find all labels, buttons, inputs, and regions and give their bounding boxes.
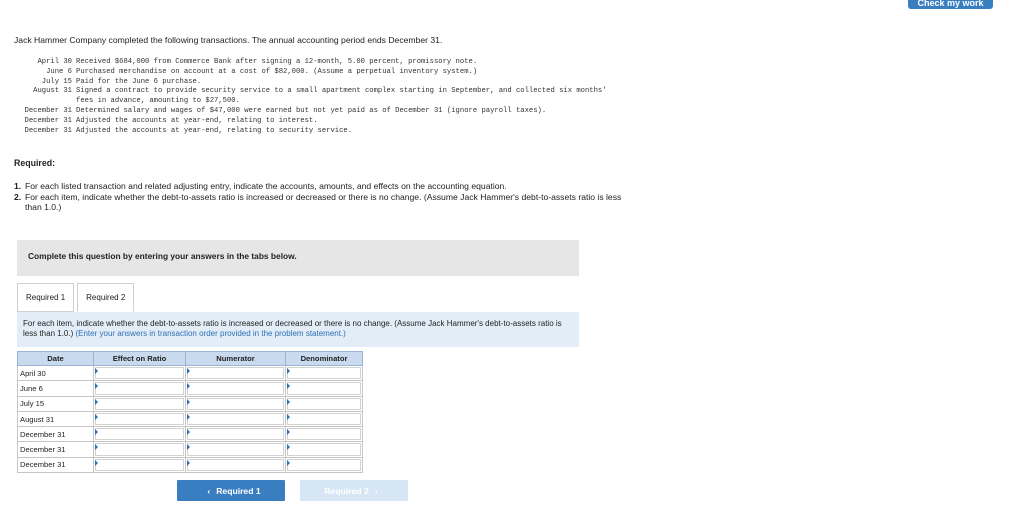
table-row bbox=[18, 442, 363, 457]
dropdown-marker-icon bbox=[187, 399, 190, 405]
denominator-dropdown[interactable] bbox=[286, 411, 363, 426]
transaction-text: Received $684,000 from Commerce Bank after signing a 12-month, 5.00 percent, promissory note. bbox=[76, 58, 478, 66]
effect-on-ratio-dropdown[interactable] bbox=[94, 381, 186, 396]
effect-on-ratio-dropdown[interactable] bbox=[94, 396, 186, 411]
dropdown-marker-icon bbox=[187, 368, 190, 374]
transaction-row bbox=[12, 68, 612, 78]
row-date: June 6 bbox=[18, 381, 94, 396]
numerator-dropdown[interactable] bbox=[186, 381, 286, 396]
dropdown-marker-icon bbox=[95, 399, 98, 405]
table-row bbox=[18, 427, 363, 442]
transaction-row bbox=[12, 58, 612, 68]
next-required-2-button[interactable] bbox=[300, 480, 408, 501]
dropdown-marker-icon bbox=[287, 444, 290, 450]
prev-required-1-button[interactable] bbox=[177, 480, 285, 501]
dropdown-marker-icon bbox=[287, 383, 290, 389]
header-numerator: Numerator bbox=[186, 352, 286, 366]
transaction-text: Adjusted the accounts at year-end, relating to security service. bbox=[76, 126, 353, 135]
chevron-right-icon: › bbox=[374, 485, 378, 496]
dropdown-marker-icon bbox=[95, 368, 98, 374]
complete-question-banner: Complete this question by entering your answers in the tabs below. bbox=[17, 240, 579, 276]
numerator-dropdown[interactable] bbox=[186, 457, 286, 472]
transaction-row bbox=[12, 117, 612, 127]
dropdown-marker-icon bbox=[287, 399, 290, 405]
denominator-dropdown[interactable] bbox=[286, 396, 363, 411]
denominator-dropdown[interactable] bbox=[286, 381, 363, 396]
transaction-date: June 6 bbox=[46, 67, 72, 76]
dropdown-marker-icon bbox=[187, 429, 190, 435]
dropdown-marker-icon bbox=[187, 460, 190, 466]
chevron-left-icon: ‹ bbox=[207, 485, 211, 496]
dropdown-marker-icon bbox=[95, 414, 98, 420]
row-date: April 30 bbox=[18, 366, 94, 381]
dropdown-marker-icon bbox=[95, 460, 98, 466]
table-row bbox=[18, 396, 363, 411]
transaction-row bbox=[12, 78, 612, 88]
requirement-tabs bbox=[17, 283, 137, 312]
transaction-date: April 30 bbox=[37, 58, 72, 66]
transaction-date: December 31 bbox=[24, 106, 72, 115]
requirement-text: For each item, indicate whether the debt-to-assets ratio is increased or decreased or there is no change. (Assume Jack Hammer's debt-to-assets ratio is less than 1.0.) bbox=[25, 191, 622, 213]
transaction-text: Purchased merchandise on account at a cost of $82,000. (Assume a perpetual inventory system.) bbox=[76, 67, 478, 76]
tab-required-2[interactable]: Required 2 bbox=[77, 283, 134, 312]
dropdown-marker-icon bbox=[187, 444, 190, 450]
instructions-box bbox=[17, 312, 579, 347]
dropdown-marker-icon bbox=[287, 460, 290, 466]
dropdown-marker-icon bbox=[95, 429, 98, 435]
transaction-date: December 31 bbox=[24, 116, 72, 125]
transaction-row bbox=[12, 127, 612, 137]
transaction-row bbox=[12, 87, 612, 107]
requirement-number: 2. bbox=[14, 191, 22, 202]
row-date: December 31 bbox=[18, 457, 94, 472]
denominator-dropdown[interactable] bbox=[286, 366, 363, 381]
effect-on-ratio-dropdown[interactable] bbox=[94, 442, 186, 457]
header-effect-on-ratio: Effect on Ratio bbox=[94, 352, 186, 366]
check-my-work-button[interactable]: Check my work bbox=[908, 0, 993, 9]
instructions-note: (Enter your answers in transaction order provided in the problem statement.) bbox=[75, 329, 346, 339]
dropdown-marker-icon bbox=[187, 383, 190, 389]
requirement-item bbox=[14, 192, 634, 213]
denominator-dropdown[interactable] bbox=[286, 427, 363, 442]
row-date: August 31 bbox=[18, 411, 94, 426]
row-date: July 15 bbox=[18, 396, 94, 411]
dropdown-marker-icon bbox=[287, 414, 290, 420]
dropdown-marker-icon bbox=[187, 414, 190, 420]
transaction-text: Adjusted the accounts at year-end, relating to interest. bbox=[76, 116, 318, 125]
numerator-dropdown[interactable] bbox=[186, 396, 286, 411]
dropdown-marker-icon bbox=[287, 429, 290, 435]
numerator-dropdown[interactable] bbox=[186, 411, 286, 426]
dropdown-marker-icon bbox=[287, 368, 290, 374]
prev-button-label: Required 1 bbox=[216, 485, 261, 496]
requirement-number: 1. bbox=[14, 181, 22, 191]
intro-text: Jack Hammer Company completed the following transactions. The annual accounting period ends December 31. bbox=[14, 35, 443, 45]
effect-on-ratio-dropdown[interactable] bbox=[94, 427, 186, 442]
required-heading: Required: bbox=[14, 158, 56, 168]
answer-table bbox=[17, 351, 363, 473]
denominator-dropdown[interactable] bbox=[286, 442, 363, 457]
transaction-list bbox=[12, 58, 612, 136]
table-row bbox=[18, 366, 363, 381]
numerator-dropdown[interactable] bbox=[186, 442, 286, 457]
denominator-dropdown[interactable] bbox=[286, 457, 363, 472]
requirement-item bbox=[14, 181, 634, 192]
transaction-text: Signed a contract to provide security service to a small apartment complex starting in September, and collected six months' fees in advance, amounting to $27,500. bbox=[76, 87, 607, 106]
table-header-row bbox=[18, 352, 363, 366]
table-row bbox=[18, 381, 363, 396]
header-date: Date bbox=[18, 352, 94, 366]
requirements-list bbox=[14, 181, 634, 213]
numerator-dropdown[interactable] bbox=[186, 427, 286, 442]
header-denominator: Denominator bbox=[286, 352, 363, 366]
dropdown-marker-icon bbox=[95, 383, 98, 389]
transaction-date: August 31 bbox=[33, 87, 72, 96]
effect-on-ratio-dropdown[interactable] bbox=[94, 411, 186, 426]
next-button-label: Required 2 bbox=[324, 485, 369, 496]
numerator-dropdown[interactable] bbox=[186, 366, 286, 381]
transaction-date: December 31 bbox=[24, 126, 72, 135]
transaction-date: July 15 bbox=[41, 77, 72, 86]
table-row bbox=[18, 457, 363, 472]
effect-on-ratio-dropdown[interactable] bbox=[94, 366, 186, 381]
requirement-text: For each listed transaction and related adjusting entry, indicate the accounts, amounts, and effects on the accounting equation. bbox=[25, 181, 507, 191]
dropdown-marker-icon bbox=[95, 444, 98, 450]
table-row bbox=[18, 411, 363, 426]
transaction-row bbox=[12, 107, 612, 117]
row-date: December 31 bbox=[18, 442, 94, 457]
effect-on-ratio-dropdown[interactable] bbox=[94, 457, 186, 472]
transaction-text: Determined salary and wages of $47,000 were earned but not yet paid as of December 31 (ignore payroll taxes). bbox=[76, 106, 547, 115]
instructions-text: For each item, indicate whether the debt-to-assets ratio is increased or decreased or there is no change. (Assume Jack Hammer's debt-to-assets ratio is less than 1.0.) bbox=[23, 319, 562, 339]
tab-required-1[interactable]: Required 1 bbox=[17, 283, 74, 312]
transaction-text: Paid for the June 6 purchase. bbox=[76, 77, 202, 86]
row-date: December 31 bbox=[18, 427, 94, 442]
